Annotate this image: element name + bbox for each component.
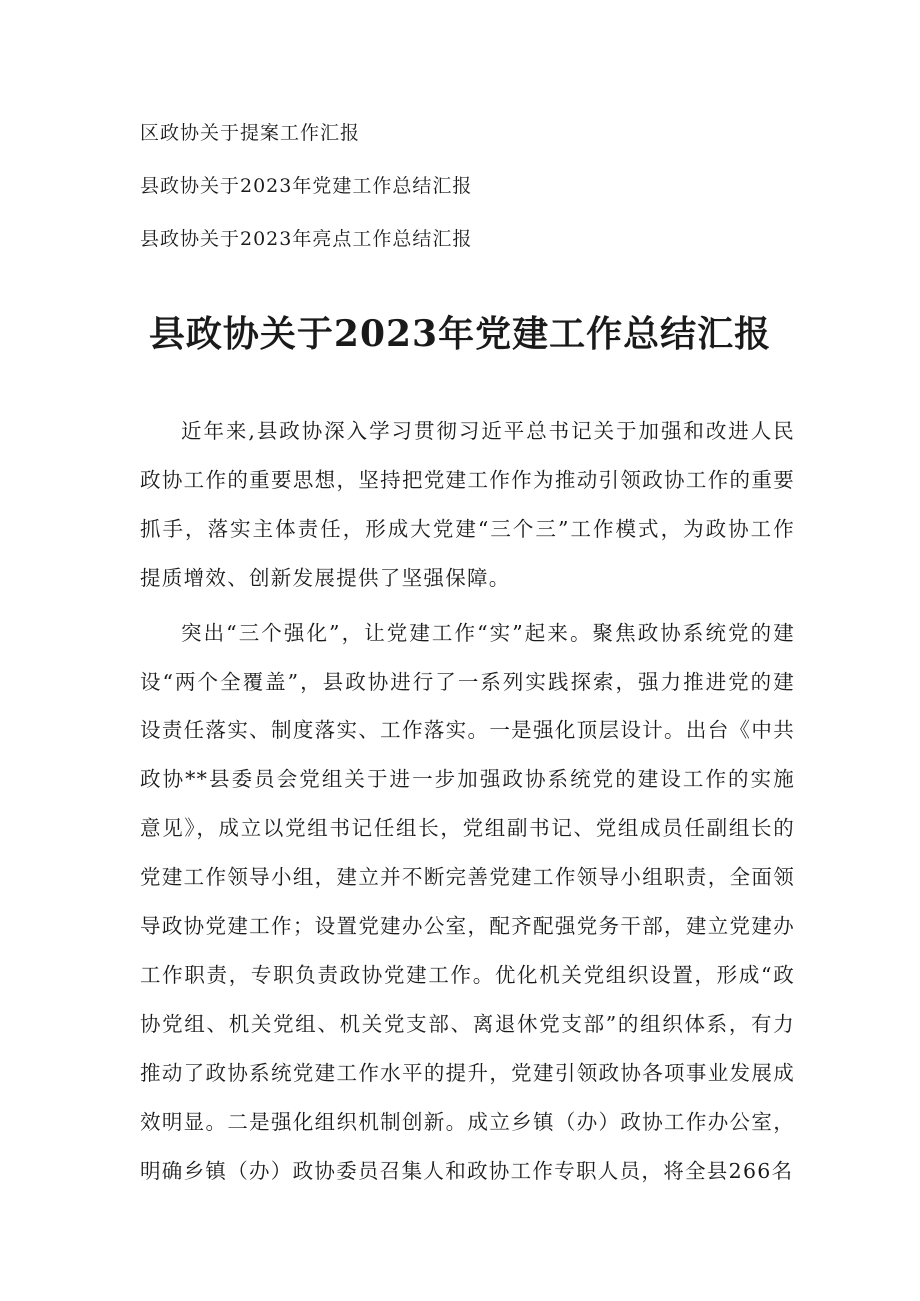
body-paragraph: 近年来,县政协深入学习贯彻习近平总书记关于加强和改进人民政协工作的重要思想，坚持把党建工作作为推动引领政协工作的重要抓手，落实主体责任，形成大党建“三个三”工作模式，为政协工作提质增效、创新发展提供了坚强保障。 [140,419,795,590]
document-title: 县政协关于2023年党建工作总结汇报 [148,313,772,355]
document-body [140,407,795,1202]
toc-item[interactable]: 县政协关于2023年党建工作总结汇报 [140,175,473,197]
toc-item[interactable]: 县政协关于2023年亮点工作总结汇报 [140,228,473,250]
body-paragraph: 突出“三个强化”，让党建工作“实”起来。聚焦政协系统党的建设“两个全覆盖”，县政协进行了一系列实践探索，强力推进党的建设责任落实、制度落实、工作落实。一是强化顶层设计。出台《中共政协**县委员会党组关于进一步加强政协系统党的建设工作的实施意见》，成立以党组书记任组长，党组副书记、党组成员任副组长的党建工作领导小组，建立并不断完善党建工作领导小组职责，全面领导政协党建工作；设置党建办公室，配齐配强党务干部，建立党建办工作职责，专职负责政协党建工作。优化机关党组织设置，形成“政协党组、机关党组、机关党支部、离退休党支部”的组织体系，有力推动了政协系统党建工作水平的提升，党建引领政协各项事业发展成效明显。二是强化组织机制创新。成立乡镇（办）政协工作办公室，明确乡镇（办）政协委员召集人和政协工作专职人员，将全县266名 [140,620,795,1183]
toc-item[interactable]: 区政协关于提案工作汇报 [140,122,361,144]
table-of-contents [140,120,800,279]
